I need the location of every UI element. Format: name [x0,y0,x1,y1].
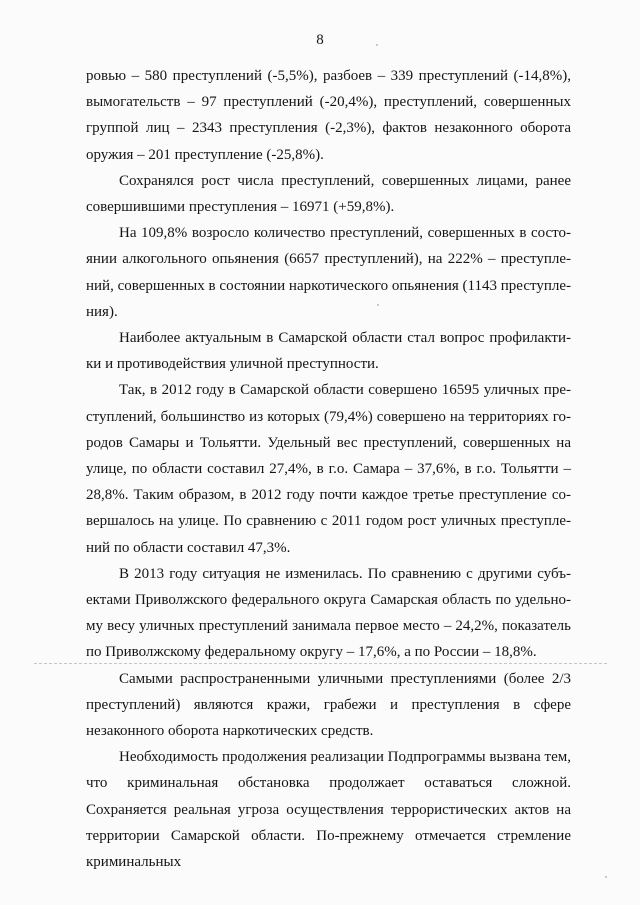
scan-speck [376,44,378,46]
paragraph-subprogram-necessity: Необходимость продолжения реализации Подпрограммы вызвана тем, что криминальная обстановка продолжает оставаться сложной. Сохраняется реальная угроза осуществления террористических актов на территории Самарской области. По-прежнему отмечается стремление криминальных [86,749,571,871]
body-text [86,63,571,875]
paragraph-continuation: ровью – 580 преступлений (-5,5%), разбоев – 339 преступлений (-14,8%), вымогательств – 97 преступлений (-20,4%), преступлений, совершенных группой лиц – 2343 преступления (-2,3%), фактов незаконного оборота оружия – 201 преступление (-25,8%). [86,68,571,163]
scan-speck [605,876,607,878]
page-number: 8 [316,32,324,48]
paragraph-common-crimes: Самыми распространенными уличными преступлениями (более 2/3 преступлений) являются кражи, грабежи и преступления в сфере незаконного оборота наркотических средств. [86,670,571,740]
paragraph-2013-statistics: В 2013 году ситуация не изменилась. По сравнению с другими субъектами Приволжского федерального округа Самарская область по удельному весу уличных преступлений занимала первое место – 24,2%, показатель по Приволжскому федеральному округу – 17,6%, а по России – 18,8%. [86,565,571,661]
paragraph-intoxication: На 109,8% возросло количество преступлений, совершенных в состоянии алкогольного опьянения (6657 преступлений), на 222% – преступлений, совершенных в состоянии наркотического опьянения (1143 преступления). [86,225,571,320]
paragraph-repeat-offenders: Сохранялся рост числа преступлений, совершенных лицами, ранее совершившими преступления – 16971 (+59,8%). [86,172,571,216]
paragraph-2012-statistics: Так, в 2012 году в Самарской области совершено 16595 уличных преступлений, большинство из которых (79,4%) совершено на территориях городов Самары и Тольятти. Удельный вес преступлений, совершенных на улице, по области составил 27,4%, в г.о. Самара – 37,6%, в г.о. Тольятти – 28,8%. Таким образом, в 2012 году почти каждое третье преступление совершалось на улице. По сравнению с 2011 годом рост уличных преступлений по области составил 47,3%. [86,382,571,556]
paragraph-street-crime-issue: Наиболее актуальным в Самарской области стал вопрос профилактики и противодействия уличной преступности. [86,330,571,373]
